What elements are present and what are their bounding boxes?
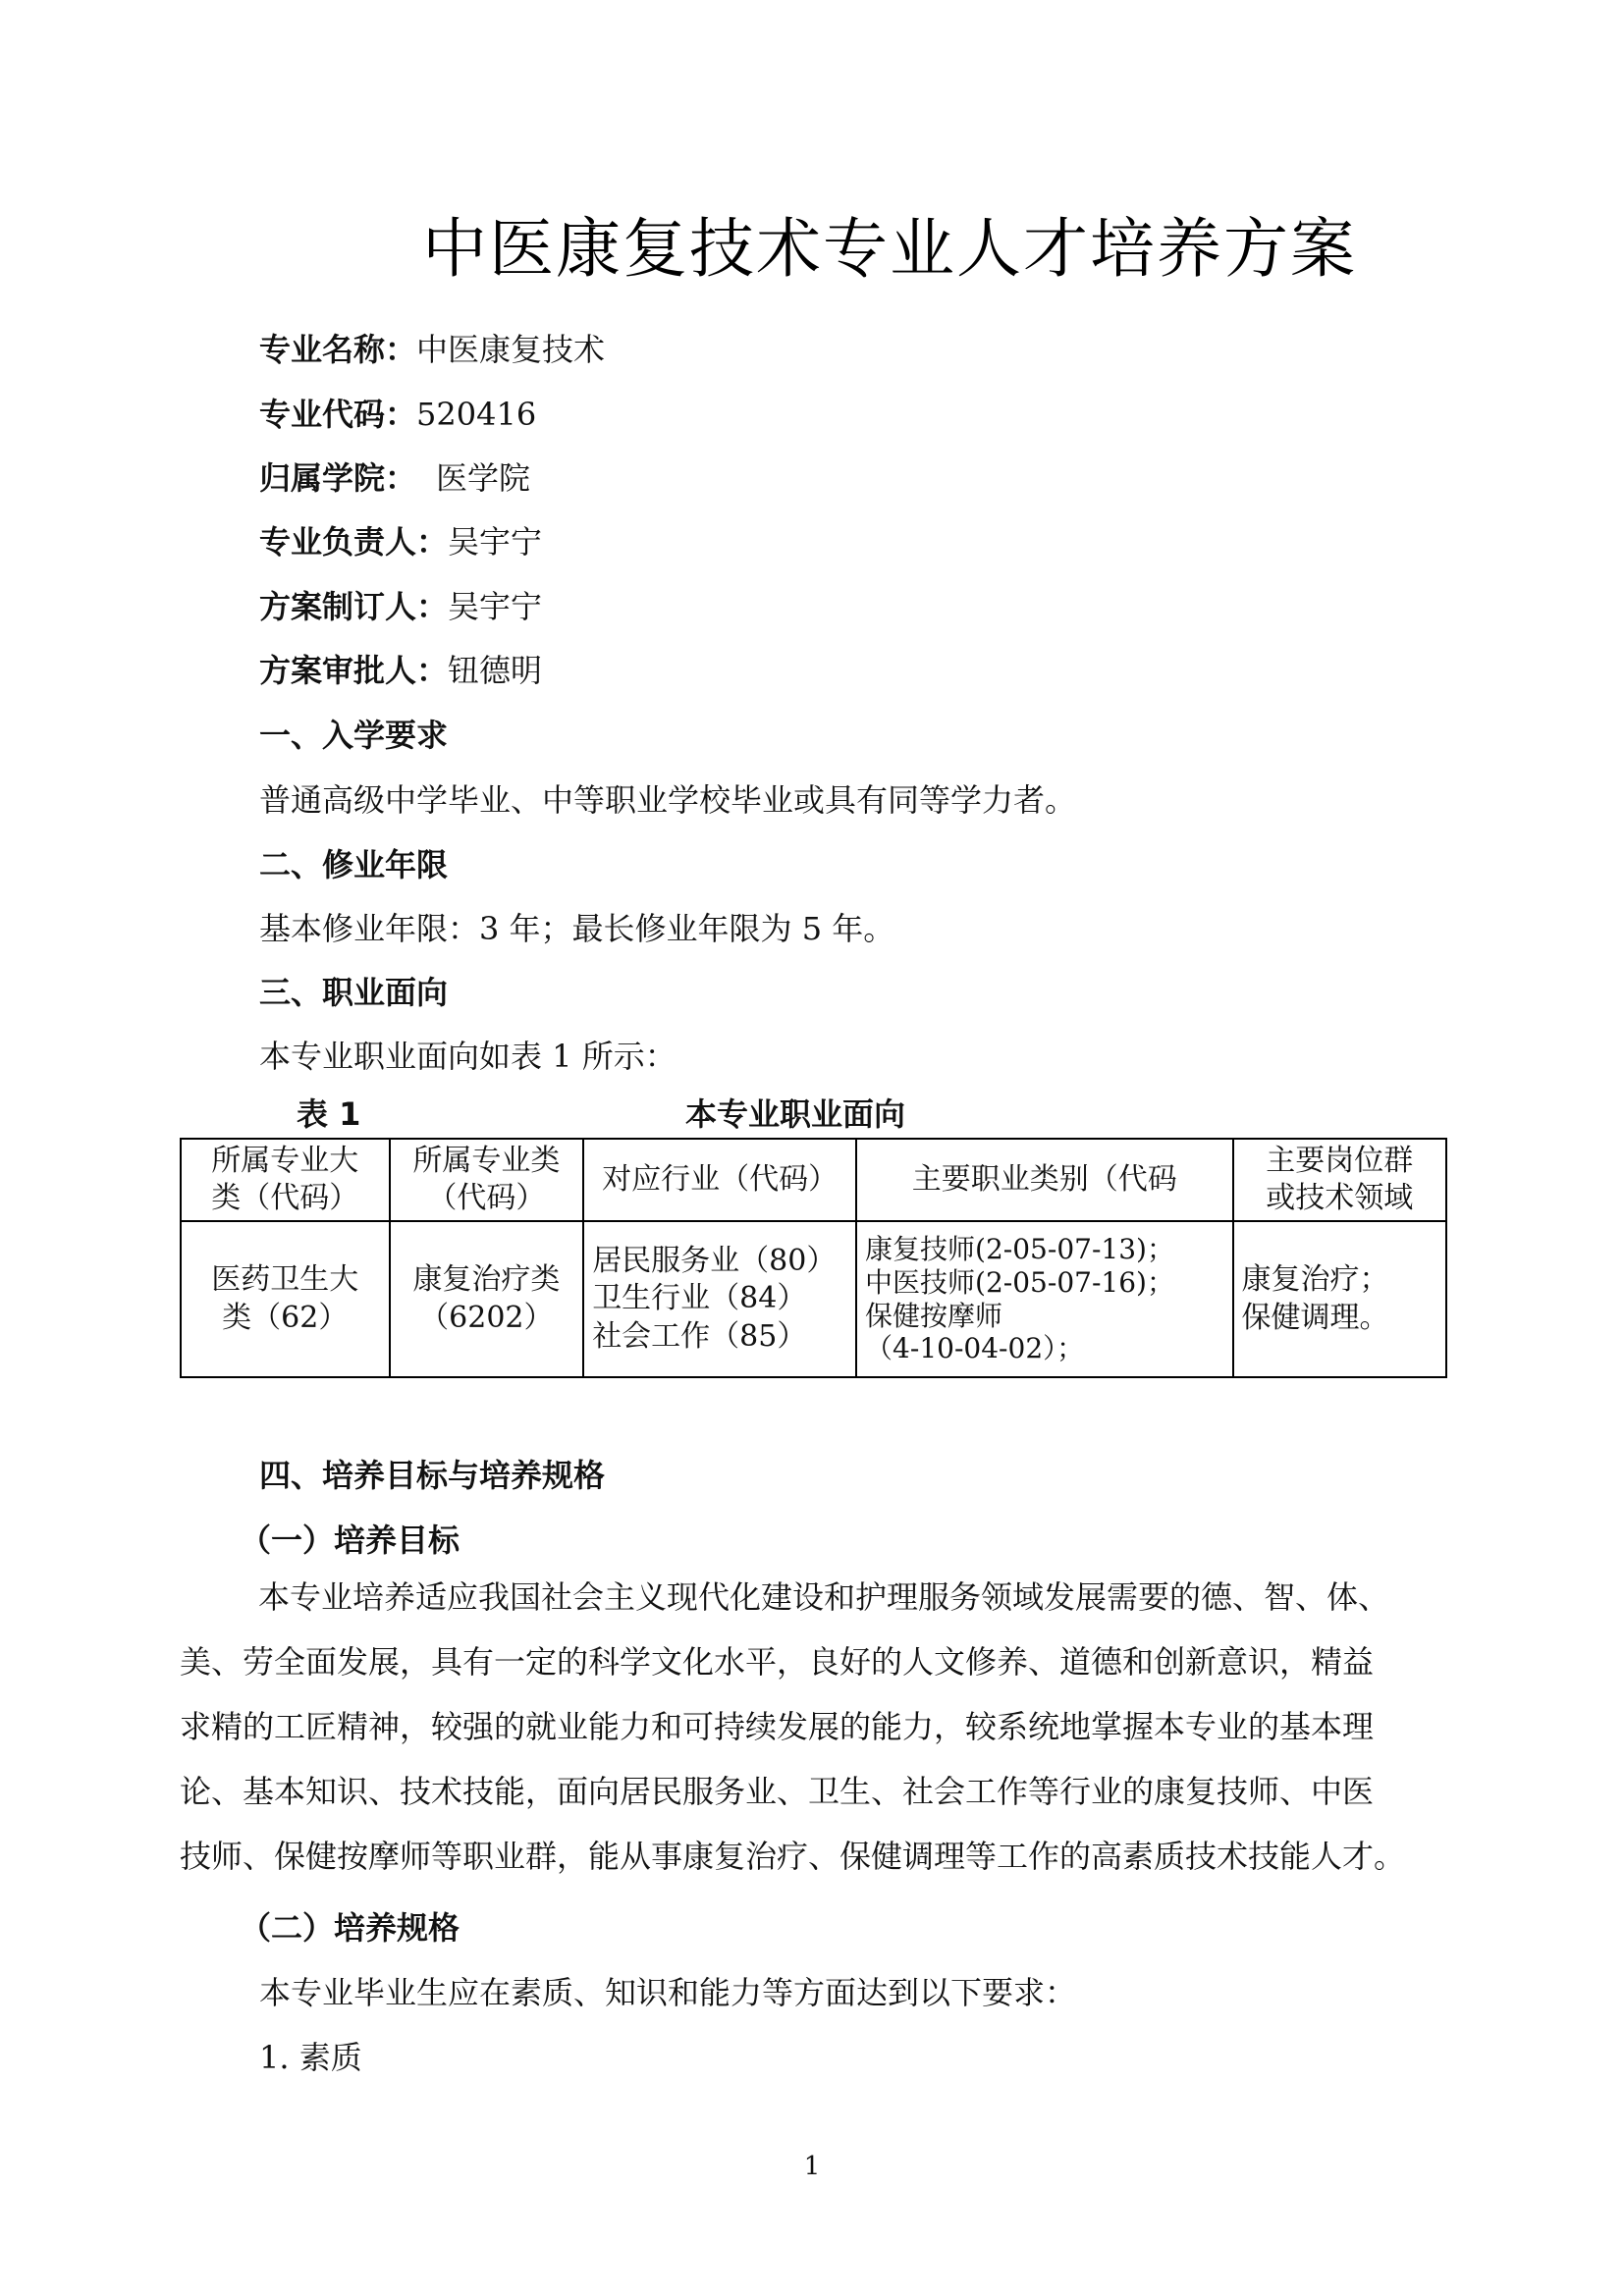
major-name-line — [259, 325, 605, 370]
table-caption-number: 表 1 — [297, 1095, 361, 1133]
header-cell-industry: 对应行业（代码） — [583, 1139, 856, 1221]
major-code-label: 专业代码： — [259, 396, 417, 433]
section-4-heading: 四、培养目标与培养规格 — [259, 1457, 606, 1494]
paragraph-line: 论、基本知识、技术技能，面向居民服务业、卫生、社会工作等行业的康复技师、中医 — [180, 1773, 1375, 1810]
major-name-label: 专业名称： — [259, 331, 417, 368]
section-1-text: 普通高级中学毕业、中等职业学校毕业或具有同等学力者。 — [259, 781, 1077, 819]
table-row — [181, 1221, 1446, 1377]
major-code-line — [259, 390, 536, 435]
cell-category: 医药卫生大 类（62） — [181, 1221, 390, 1377]
head-value: 吴宇宁 — [448, 523, 543, 561]
cell-occupation: 康复技师(2-05-07-13)； 中医技师(2-05-07-16)； 保健按摩师 （4-10-04-02）； — [856, 1221, 1232, 1377]
header-cell-subcategory: 所属专业类 （代码） — [390, 1139, 584, 1221]
paragraph-line: 美、劳全面发展，具有一定的科学文化水平，良好的人文修养、道德和创新意识，精益 — [180, 1643, 1375, 1681]
training-goal-paragraph — [180, 1565, 1446, 1889]
approver-value: 钮德明 — [448, 652, 543, 689]
college-line — [259, 454, 530, 499]
drafter-label: 方案制订人： — [259, 588, 449, 625]
header-cell-occupation: 主要职业类别（代码 — [856, 1139, 1232, 1221]
section-3-heading: 三、职业面向 — [259, 974, 449, 1011]
section-2-text: 基本修业年限：3 年；最长修业年限为 5 年。 — [259, 910, 895, 947]
approver-line — [259, 646, 542, 691]
paragraph-line: 求精的工匠精神，较强的就业能力和可持续发展的能力，较系统地掌握本专业的基本理 — [180, 1708, 1375, 1745]
header-cell-category: 所属专业大 类（代码） — [181, 1139, 390, 1221]
header-cell-position: 主要岗位群 或技术领域 — [1233, 1139, 1447, 1221]
document-title: 中医康复技术专业人才培养方案 — [422, 211, 1357, 287]
head-line — [259, 517, 542, 562]
major-code-value: 520416 — [416, 396, 537, 433]
section-1-heading: 一、入学要求 — [259, 717, 449, 754]
cell-position: 康复治疗； 保健调理。 — [1233, 1221, 1447, 1377]
head-label: 专业负责人： — [259, 523, 449, 561]
drafter-line — [259, 582, 542, 627]
major-name-value: 中医康复技术 — [416, 331, 606, 368]
paragraph-line: 技师、保健按摩师等职业群，能从事康复治疗、保健调理等工作的高素质技术技能人才。 — [180, 1838, 1406, 1875]
occupation-table — [180, 1138, 1447, 1378]
paragraph-line: 本专业培养适应我国社会主义现代化建设和护理服务领域发展需要的德、智、体、 — [258, 1578, 1390, 1616]
section-4-2-text: 本专业毕业生应在素质、知识和能力等方面达到以下要求： — [259, 1974, 1077, 2011]
approver-label: 方案审批人： — [259, 652, 449, 689]
section-4-2-item-1: 1. 素质 — [259, 2039, 362, 2076]
section-4-2-heading: （二）培养规格 — [240, 1909, 460, 1947]
drafter-value: 吴宇宁 — [448, 588, 543, 625]
cell-industry: 居民服务业（80） 卫生行业（84） 社会工作（85） — [583, 1221, 856, 1377]
cell-subcategory: 康复治疗类 （6202） — [390, 1221, 584, 1377]
table-caption-title: 本专业职业面向 — [685, 1095, 906, 1133]
section-3-text: 本专业职业面向如表 1 所示： — [259, 1038, 677, 1075]
page-number: 1 — [803, 2152, 821, 2181]
section-4-1-heading: （一）培养目标 — [240, 1522, 460, 1559]
section-2-heading: 二、修业年限 — [259, 846, 449, 883]
table-header-row — [181, 1139, 1446, 1221]
college-label: 归属学院： — [259, 459, 417, 497]
college-value: 医学院 — [436, 459, 531, 497]
